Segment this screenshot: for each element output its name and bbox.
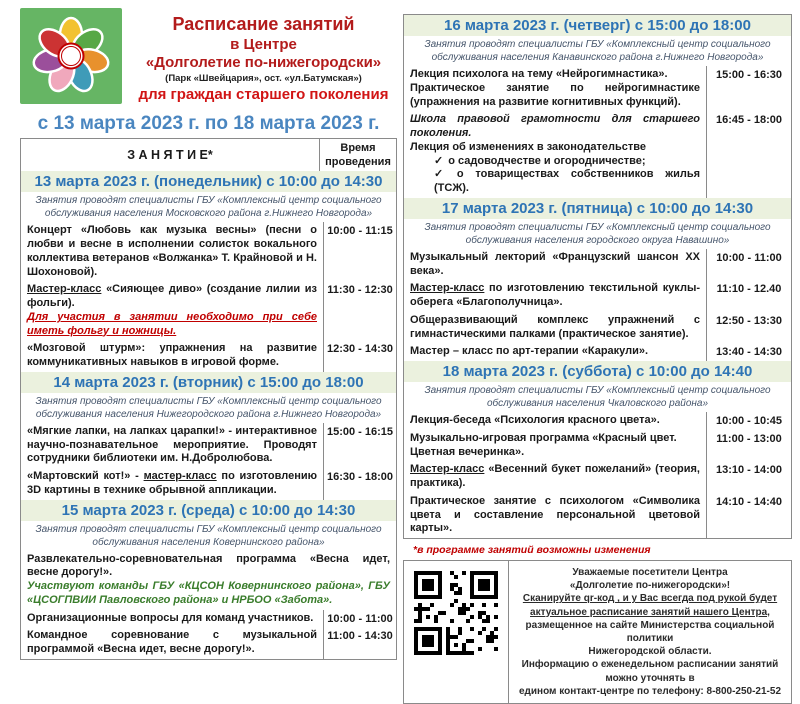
activity-row bbox=[21, 468, 396, 500]
activity-segment: Музыкальный лекторий «Французский шансон ХХ века». bbox=[410, 250, 700, 277]
activity-text bbox=[404, 412, 706, 430]
activity-text bbox=[21, 610, 323, 628]
day-header: 16 марта 2023 г. (четверг) с 15:00 до 18:00 bbox=[404, 15, 791, 36]
day-header: 14 марта 2023 г. (вторник) с 15:00 до 18:00 bbox=[21, 372, 396, 393]
title-line-2: в Центре bbox=[230, 35, 297, 53]
info-line: Нижегородской области. bbox=[588, 646, 712, 658]
activity-segment: «Мягкие лапки, на лапках царапки!» - интерактивное научно-познавательное мероприятие. Проводят сотрудники библиотеки им. Н.Добролюбова. bbox=[27, 424, 317, 465]
activity-time: 13:40 - 14:30 bbox=[706, 343, 791, 361]
activity-time: 11:00 - 14:30 bbox=[323, 627, 396, 659]
activity-segment: Музыкально-игровая программа «Красный цвет. bbox=[410, 431, 677, 444]
activity-segment: Цветная вечеринка». bbox=[410, 445, 525, 458]
activity-segment: Участвуют команды ГБУ «КЦСОН Ковернинского района», ГБУ «ЦСОГПВИИ Павловского района» и НРБОО «Забота». bbox=[27, 580, 390, 606]
footnote: *в программе занятий возможны изменения bbox=[413, 544, 651, 556]
schedule-table-left bbox=[20, 138, 397, 660]
activity-text bbox=[404, 66, 706, 111]
activity-text bbox=[404, 280, 706, 312]
activity-time: 15:00 - 16:30 bbox=[706, 66, 791, 111]
right-column bbox=[403, 14, 792, 704]
activity-segment: Командное соревнование с музыкальной программой «Весна идет, весне дорогу!». bbox=[27, 629, 317, 656]
activity-segment: Мастер-класс bbox=[410, 282, 485, 295]
activity-segment: «Мозговой штурм»: упражнения на развитие коммуникативных навыков в игровой форме. bbox=[27, 342, 317, 369]
provider-note: Занятия проводят специалисты ГБУ «Комплексный центр социального обслуживания населения Чкаловского района» bbox=[424, 385, 771, 409]
activity-segment: «Весенний букет пожеланий» (теория, практика). bbox=[410, 463, 700, 489]
column-header-activity: З А Н Я Т И Е* bbox=[127, 147, 213, 162]
header bbox=[20, 8, 397, 106]
activity-row bbox=[21, 222, 396, 281]
activity-segment: «Сияющее диво» (создание лилии из фольги). bbox=[27, 283, 317, 310]
info-line: едином контакт-центре по телефону: 8-800-250-21-52 bbox=[518, 685, 782, 697]
qr-cell bbox=[404, 561, 509, 703]
activity-time: 16:45 - 18:00 bbox=[706, 111, 791, 198]
flower-logo-icon bbox=[20, 8, 122, 104]
activity-text bbox=[404, 343, 706, 361]
activity-segment: по изготовлению текстильной куклы-оберега «Благополучница». bbox=[410, 282, 700, 308]
activity-row bbox=[404, 312, 791, 344]
activity-time: 16:30 - 18:00 bbox=[323, 468, 396, 500]
activity-time: 11:10 - 12.40 bbox=[706, 280, 791, 312]
provider-note: Занятия проводят специалисты ГБУ «Комплексный центр социального обслуживания населения Ковернинского района» bbox=[35, 523, 382, 548]
activity-segment: Мастер-класс bbox=[410, 463, 485, 476]
check-icon: ✓ bbox=[434, 154, 444, 167]
activity-text bbox=[21, 222, 323, 281]
center-logo bbox=[20, 8, 122, 104]
activity-text bbox=[21, 468, 323, 500]
activity-row bbox=[404, 249, 791, 281]
activity-segment: Организационные вопросы для команд участников. bbox=[27, 611, 314, 624]
activity-row bbox=[21, 423, 396, 468]
activity-segment: мастер-класс bbox=[143, 470, 217, 483]
activity-segment: Общеразвивающий комплекс упражнений с гимнастическими палками (практическое занятие). bbox=[410, 313, 700, 340]
activity-text bbox=[404, 111, 706, 198]
activity-text bbox=[21, 340, 323, 372]
activity-time: 11:00 - 13:00 bbox=[706, 430, 791, 462]
activity-time: 10:00 - 10:45 bbox=[706, 412, 791, 430]
audience-line: для граждан старшего поколения bbox=[138, 86, 389, 104]
activity-text bbox=[404, 493, 706, 538]
activity-text bbox=[21, 551, 396, 610]
activity-row bbox=[404, 430, 791, 462]
activity-text bbox=[21, 627, 323, 659]
left-column bbox=[20, 8, 397, 660]
provider-note: Занятия проводят специалисты ГБУ «Комплексный центр социального обслуживания населения Канавинского района г.Нижнего Новгорода» bbox=[424, 39, 771, 63]
table-header-row bbox=[21, 139, 396, 172]
activity-time: 15:00 - 16:15 bbox=[323, 423, 396, 468]
activity-row bbox=[404, 461, 791, 493]
activity-segment: Развлекательно-соревновательная программа «Весна идет, весне дорогу!». bbox=[27, 552, 390, 579]
activity-segment: Школа правовой грамотности для старшего поколения. bbox=[410, 113, 700, 139]
provider-note: Занятия проводят специалисты ГБУ «Комплексный центр социального обслуживания населения Московского района г.Нижнего Новгорода» bbox=[35, 195, 382, 220]
activity-text bbox=[404, 249, 706, 281]
activity-segment: Практическое занятие по нейрогимнастике (упражнения на развитие когнитивных функций). bbox=[410, 81, 700, 108]
activity-segment: Лекция психолога на тему «Нейрогимнастика». bbox=[410, 68, 668, 80]
center-name: «Долголетие по-нижегородски» bbox=[145, 54, 382, 72]
activity-row bbox=[21, 340, 396, 372]
schedule-period: с 13 марта 2023 г. по 18 марта 2023 г. bbox=[37, 112, 380, 134]
info-line: «Долголетие по-нижегородски»! bbox=[569, 580, 731, 592]
activity-time: 12:30 - 14:30 bbox=[323, 340, 396, 372]
day-header: 18 марта 2023 г. (суббота) с 10:00 до 14:40 bbox=[404, 361, 791, 382]
activity-text bbox=[404, 461, 706, 493]
schedule-table-right bbox=[403, 14, 792, 539]
activity-segment: Для участия в занятии необходимо при себе иметь фольгу и ножницы. bbox=[27, 310, 317, 337]
activity-row bbox=[404, 280, 791, 312]
provider-note: Занятия проводят специалисты ГБУ «Комплексный центр социального обслуживания населения Нижегородского района г.Нижнего Новгорода» bbox=[35, 395, 382, 420]
activity-segment: Мастер – класс по арт-терапии «Каракули». bbox=[410, 345, 649, 358]
day-header: 15 марта 2023 г. (среда) с 10:00 до 14:30 bbox=[21, 500, 396, 521]
activity-row bbox=[21, 610, 396, 628]
address-line: (Парк «Швейцария», ост. «ул.Батумская») bbox=[165, 73, 362, 85]
activity-time: 10:00 - 11:00 bbox=[323, 610, 396, 628]
activity-row bbox=[404, 66, 791, 111]
activity-text bbox=[21, 423, 323, 468]
day-header: 17 марта 2023 г. (пятница) с 10:00 до 14:30 bbox=[404, 198, 791, 219]
activity-text bbox=[404, 430, 706, 462]
check-icon: ✓ bbox=[434, 168, 452, 181]
title-block bbox=[130, 8, 397, 106]
activity-segment: «Мартовский кот!» - bbox=[27, 470, 144, 483]
day-header: 13 марта 2023 г. (понедельник) с 10:00 до 14:30 bbox=[21, 171, 396, 192]
activity-row bbox=[21, 281, 396, 340]
activity-row bbox=[404, 412, 791, 430]
activity-segment: Практическое занятие с психологом «Символика цвета и составление персональной цветовой карты». bbox=[410, 494, 700, 535]
qr-code-icon bbox=[414, 571, 498, 655]
activity-time: 13:10 - 14:00 bbox=[706, 461, 791, 493]
activity-row bbox=[404, 493, 791, 538]
provider-note: Занятия проводят специалисты ГБУ «Комплексный центр социального обслуживания населения городского округа Навашино» bbox=[424, 221, 771, 246]
info-box bbox=[403, 560, 792, 704]
activity-segment: Концерт «Любовь как музыка весны» (песни о любви и весне в исполнении солисток вокального коллектива ветеранов «Волжанка» Т. Крайновой и Н. Шохоновой). bbox=[27, 224, 317, 278]
column-header-time: Время проведения bbox=[319, 139, 396, 172]
info-text bbox=[509, 561, 791, 703]
page-title: Расписание занятий bbox=[172, 14, 355, 34]
activity-time: 10:00 - 11:00 bbox=[706, 249, 791, 281]
activity-text bbox=[21, 281, 323, 340]
activity-segment: Лекция-беседа «Психология красного цвета». bbox=[410, 414, 660, 426]
info-line: Уважаемые посетители Центра bbox=[572, 567, 728, 578]
activity-time: 10:00 - 11:15 bbox=[323, 222, 396, 281]
activity-segment: Мастер-класс bbox=[27, 283, 102, 296]
checklist-item: ✓ о товариществах собственников жилья (ТСЖ). bbox=[434, 168, 700, 194]
info-line: Сканируйте qr-код , и у Вас всегда под рукой будет bbox=[522, 593, 778, 605]
info-line: размещенное на сайте Министерства социальной политики bbox=[525, 619, 775, 644]
activity-time: 14:10 - 14:40 bbox=[706, 493, 791, 538]
info-line: Информацию о еженедельном расписании занятий можно уточнять в bbox=[521, 659, 779, 684]
activity-row bbox=[21, 627, 396, 659]
activity-row bbox=[404, 343, 791, 361]
info-line: актуальное расписание занятий нашего Центра, bbox=[530, 606, 770, 618]
activity-segment: Лекция об изменениях в законодательстве bbox=[410, 140, 647, 153]
activity-text bbox=[404, 312, 706, 344]
checklist-item: ✓ о садоводчестве и огородничестве; bbox=[434, 154, 646, 167]
activity-row bbox=[404, 111, 791, 198]
activity-segment: по изготовлению 3D картины в технике обрывной аппликации. bbox=[27, 470, 317, 496]
activity-time: 12:50 - 13:30 bbox=[706, 312, 791, 344]
activity-row bbox=[21, 551, 396, 610]
activity-time: 11:30 - 12:30 bbox=[323, 281, 396, 340]
